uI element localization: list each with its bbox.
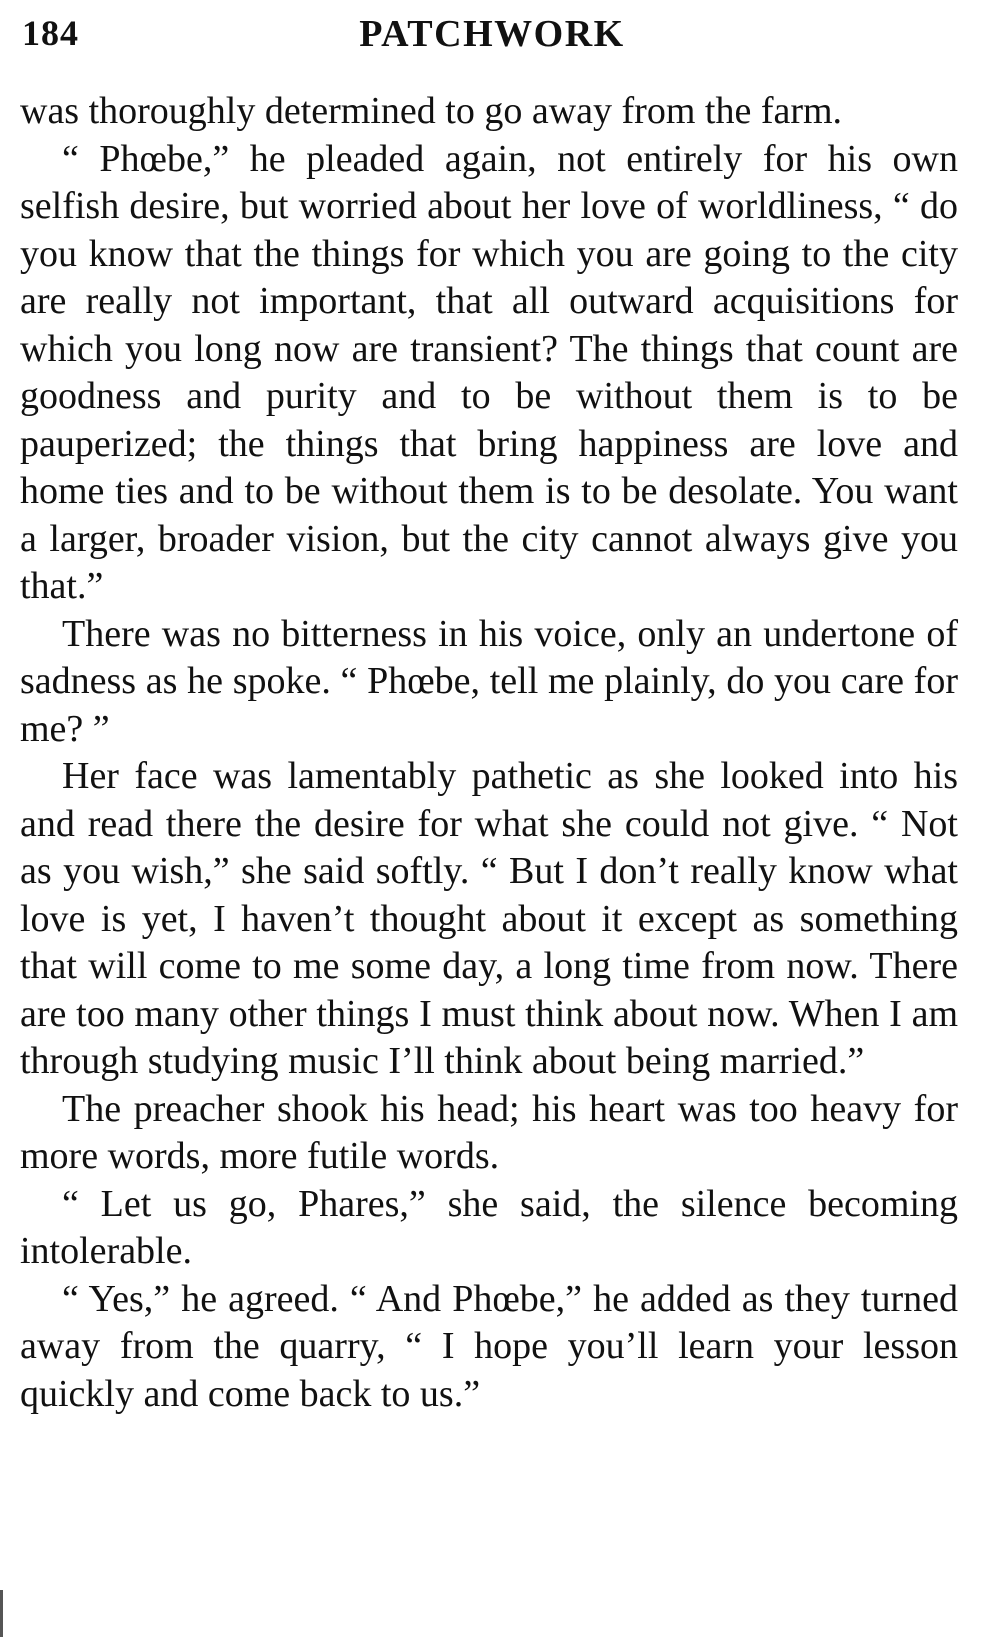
- paragraph: “ Yes,” he agreed. “ And Phœbe,” he added as they turned away from the quarry, “ I hope you’ll learn your lesson quickly and come back to us.”: [20, 1277, 958, 1415]
- body-text: [20, 88, 958, 1418]
- paragraph: The preacher shook his head; his heart was too heavy for more words, more futile words.: [20, 1087, 958, 1177]
- page-number: 184: [22, 13, 79, 53]
- paragraph: “ Phœbe,” he pleaded again, not entirely for his own selfish desire, but worried about her love of worldliness, “ do you know that the things for which you are going to the city are really not important, that all outward acquisitions for which you long now are transient? The things that count are goodness and purity and to be without them is to be pauperized; the things that bring happiness are love and home ties and to be without them is to be desolate. You want a larger, broader vision, but the city cannot always give you that.”: [20, 137, 958, 607]
- paragraph: “ Let us go, Phares,” she said, the silence becoming intolerable.: [20, 1182, 958, 1272]
- paragraph-continuation: was thoroughly determined to go away from the farm.: [20, 90, 843, 132]
- scan-edge-mark: [0, 1590, 3, 1637]
- paragraph: Her face was lamentably pathetic as she looked into his and read there the desire for what she could not give. “ Not as you wish,” she said softly. “ But I don’t really know what love is yet, I haven’t thought about it except as something that will come to me some day, a long time from now. There are too many other things I must think about now. When I am through studying music I’ll think about being married.”: [20, 755, 958, 1082]
- running-title: PATCHWORK: [359, 13, 625, 55]
- page-header: [22, 8, 962, 64]
- paragraph: There was no bitterness in his voice, only an undertone of sadness as he spoke. “ Phœbe, tell me plainly, do you care for me? ”: [20, 612, 958, 750]
